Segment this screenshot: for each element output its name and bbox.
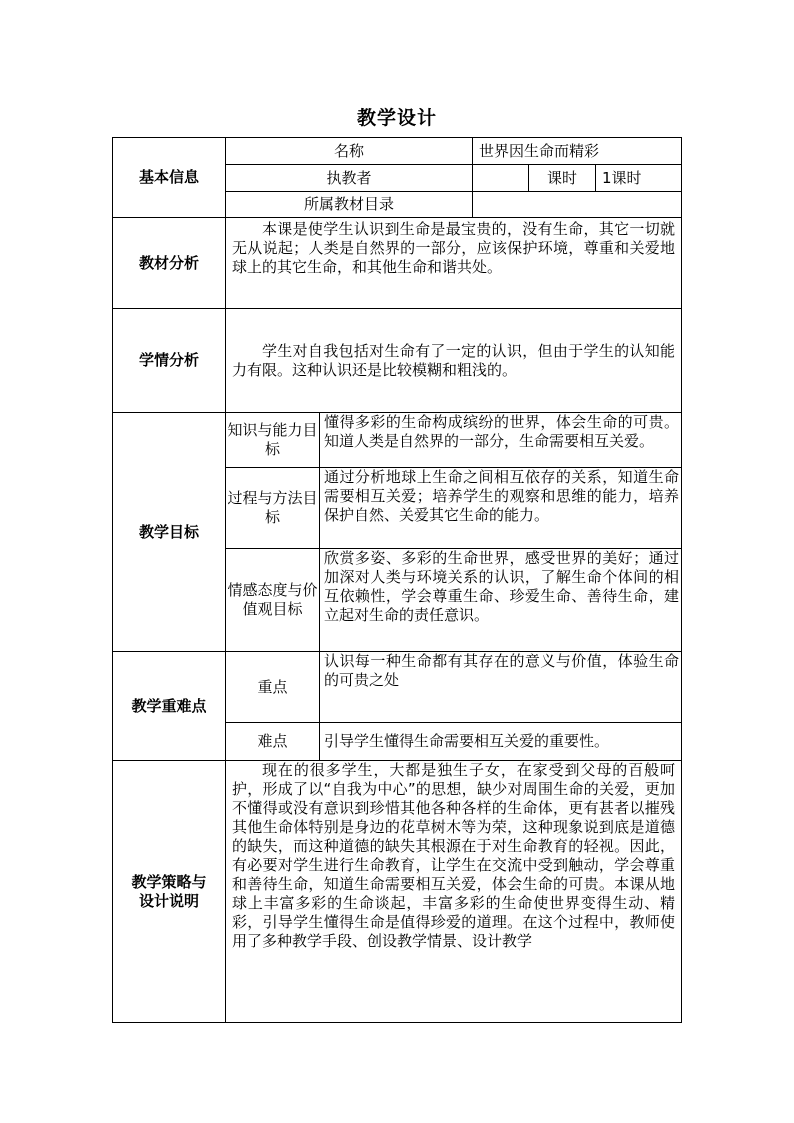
period-label: 课时 <box>529 165 596 192</box>
difficulty-label: 难点 <box>226 723 320 761</box>
teacher-label: 执教者 <box>226 165 473 192</box>
row-learner-analysis <box>113 309 682 413</box>
name-label: 名称 <box>226 138 473 165</box>
row-material-analysis <box>113 218 682 309</box>
teacher-value <box>473 165 529 192</box>
basic-info-header: 基本信息 <box>113 138 226 218</box>
focus-label: 重点 <box>226 652 320 723</box>
key-points-header: 教学重难点 <box>113 652 226 761</box>
row-strategy <box>113 761 682 1023</box>
period-value: 1课时 <box>596 165 682 192</box>
objective-text: 懂得多彩的生命构成缤纷的世界，体会生命的可贵。知道人类是自然界的一部分，生命需要相互关爱。 <box>320 413 682 468</box>
material-analysis-header: 教材分析 <box>113 218 226 309</box>
strategy-header-line1: 教学策略与 <box>131 872 207 891</box>
objective-label: 知识与能力目标 <box>226 413 320 468</box>
focus-text: 认识每一种生命都有其存在的意义与价值，体验生命的可贵之处 <box>320 652 682 723</box>
row-focus <box>113 652 682 723</box>
strategy-text: 现在的很多学生，大都是独生子女，在家受到父母的百般呵护，形成了以“自我为中心”的思想，缺少对周围生命的关爱，更加不懂得或没有意识到珍惜其他各种各样的生命体，更有甚者以摧残其他生命体特别是身边的花草树木等为荣，这种现象说到底是道德的缺失，而这种道德的缺失其根源在于对生命教育的轻视。因此，有必要对学生进行生命教育，让学生在交流中受到触动，学会尊重和善待生命，知道生命需要相互关爱，体会生命的可贵。本课从地球上丰富多彩的生命谈起，丰富多彩的生命使世界变得生动、精彩，引导学生懂得生命是值得珍爱的道理。在这个过程中，教师使用了多种教学手段、创设教学情景、设计教学 <box>226 761 682 1023</box>
objective-text: 欣赏多姿、多彩的生命世界，感受世界的美好；通过加深对人类与环境关系的认识，了解生命个体间的相互依赖性，学会尊重生命、珍爱生命、善待生命，建立起对生命的责任意识。 <box>320 549 682 652</box>
textbook-value <box>473 192 682 218</box>
page-title: 教学设计 <box>356 107 437 129</box>
textbook-label: 所属教材目录 <box>226 192 473 218</box>
strategy-header <box>113 761 226 1023</box>
strategy-header-line2: 设计说明 <box>138 891 199 910</box>
lesson-plan-table <box>112 137 682 1023</box>
material-analysis-text: 本课是使学生认识到生命是最宝贵的，没有生命，其它一切就无从说起；人类是自然界的一部分，应该保护环境，尊重和关爱地球上的其它生命，和其他生命和谐共处。 <box>226 218 682 309</box>
objectives-header: 教学目标 <box>113 413 226 652</box>
row-name <box>113 138 682 165</box>
objective-label: 情感态度与价值观目标 <box>226 549 320 652</box>
learner-analysis-text: 学生对自我包括对生命有了一定的认识，但由于学生的认知能力有限。这种认识还是比较模糊和粗浅的。 <box>226 309 682 413</box>
difficulty-text: 引导学生懂得生命需要相互关爱的重要性。 <box>320 723 682 761</box>
objective-text: 通过分析地球上生命之间相互依存的关系，知道生命需要相互关爱；培养学生的观察和思维的能力，培养保护自然、关爱其它生命的能力。 <box>320 468 682 549</box>
name-value: 世界因生命而精彩 <box>473 138 682 165</box>
row-objective-1 <box>113 413 682 468</box>
learner-analysis-header: 学情分析 <box>113 309 226 413</box>
objective-label: 过程与方法目标 <box>226 468 320 549</box>
